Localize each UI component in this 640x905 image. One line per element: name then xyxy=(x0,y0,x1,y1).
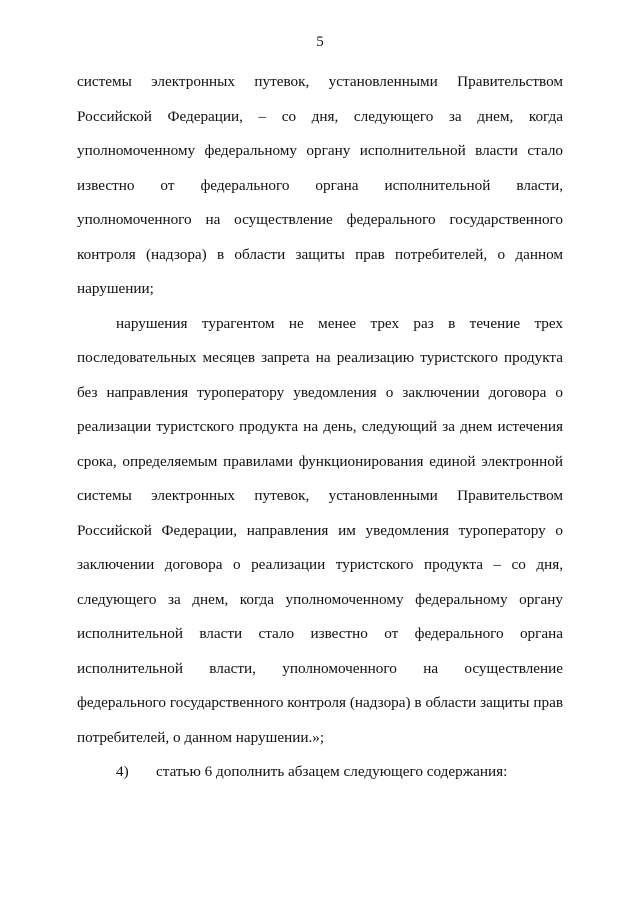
document-body xyxy=(77,65,563,790)
paragraph-travel-agent-violation: нарушения турагентом не менее трех раз в течение трех последовательных месяцев запрета на реализацию туристского продукта без направления туроператору уведомления о заключении договора о реализации туристского продукта на день, следующий за днем истечения срока, определяемым правилами функционирования единой электронной системы электронных путевок, установленными Правительством Российской Федерации, направления им уведомления туроператору о заключении договора о реализации туристского продукта – со дня, следующего за днем, когда уполномоченному федеральному органу исполнительной власти стало известно от федерального органа исполнительной власти, уполномоченного на осуществление федерального государственного контроля (надзора) в области защиты прав потребителей, о данном нарушении.»; xyxy=(77,314,563,746)
list-item-4 xyxy=(77,755,563,790)
list-item-number: 4) xyxy=(116,763,129,780)
page-number: 5 xyxy=(316,34,324,50)
list-item-text: статью 6 дополнить абзацем следующего содержания: xyxy=(156,763,508,780)
paragraph-continuation: системы электронных путевок, установленными Правительством Российской Федерации, – со дня, следующего за днем, когда уполномоченному федеральному органу исполнительной власти стало известно от федерального органа исполнительной власти, уполномоченного на осуществление федерального государственного контроля (надзора) в области защиты прав потребителей, о данном нарушении; xyxy=(77,73,563,297)
